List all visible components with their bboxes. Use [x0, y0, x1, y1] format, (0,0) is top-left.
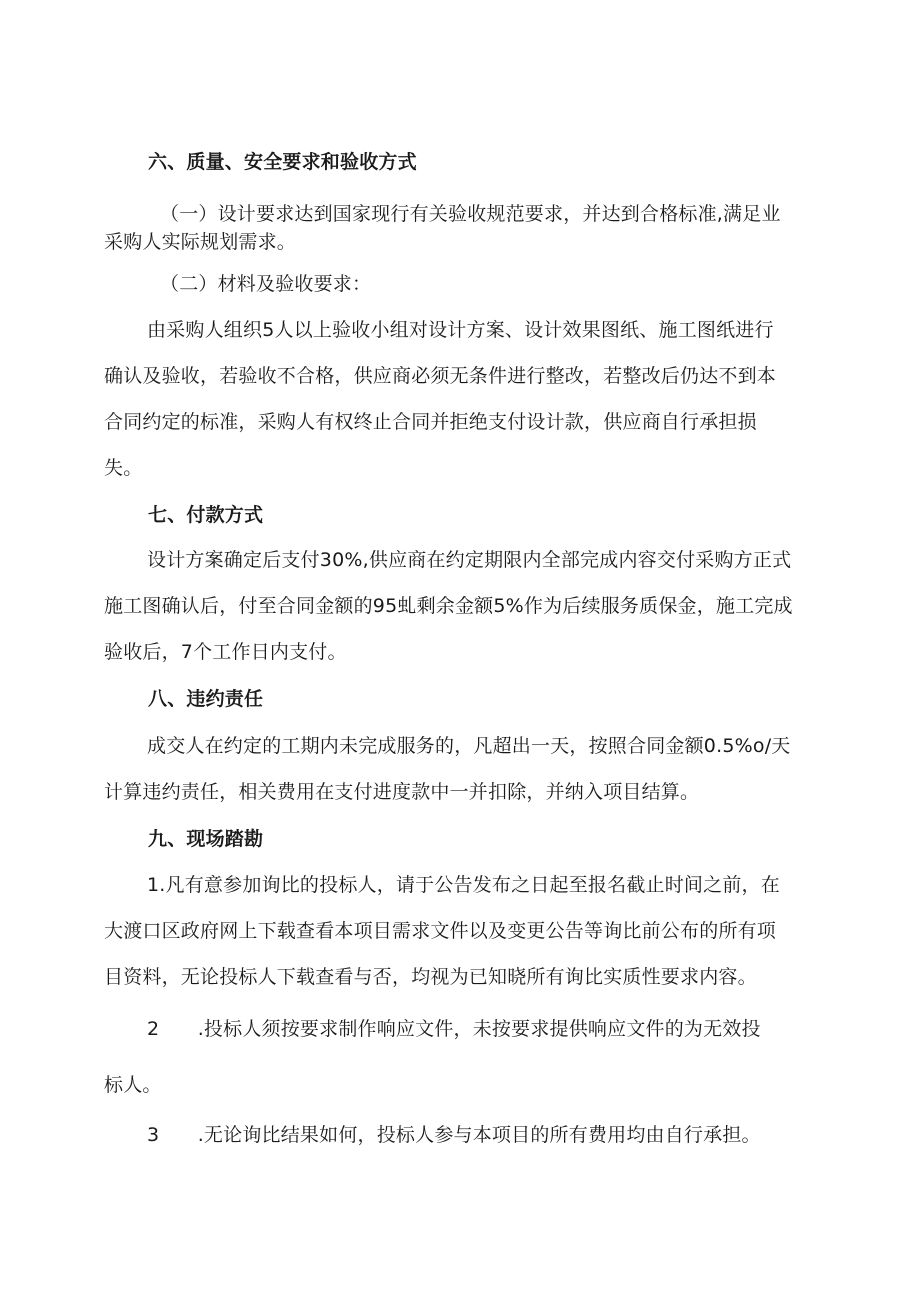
paragraph-line: 计算违约责任，相关费用在支付进度款中一并扣除，并纳入项目结算。 — [104, 781, 700, 803]
paragraph-line: 3 .无论询比结果如何，投标人参与本项目的所有费用均由自行承担。 — [147, 1124, 761, 1146]
paragraph-line: 失。 — [104, 457, 143, 479]
section-heading-liability: 八、违约责任 — [148, 688, 264, 710]
paragraph-line: （二）材料及验收要求： — [160, 273, 372, 295]
paragraph-line: 成交人在约定的工期内未完成服务的，凡超出一天，按照合同金额0.5%o/天 — [147, 735, 791, 757]
paragraph-line: 由采购人组织5人以上验收小组对设计方案、设计效果图纸、施工图纸进行 — [147, 319, 774, 341]
section-heading-site-visit: 九、现场踏勘 — [148, 828, 264, 850]
paragraph-line: 标人。 — [104, 1074, 162, 1096]
paragraph-line: 采购人实际规划需求。 — [104, 231, 297, 253]
section-heading-payment: 七、付款方式 — [148, 504, 264, 526]
paragraph-line: 确认及验收，若验收不合格，供应商必须无条件进行整改，若整改后仍达不到本 — [104, 365, 777, 387]
paragraph-line: 2 .投标人须按要求制作响应文件，未按要求提供响应文件的为无效投 — [147, 1018, 761, 1040]
section-heading-quality: 六、质量、安全要求和验收方式 — [148, 151, 417, 173]
paragraph-line: 1.凡有意参加询比的投标人，请于公告发布之日起至报名截止时间之前，在 — [147, 874, 780, 896]
paragraph-line: 设计方案确定后支付30%,供应商在约定期限内全部完成内容交付采购方正式 — [147, 549, 792, 571]
paragraph-line: 目资料，无论投标人下载查看与否，均视为已知晓所有询比实质性要求内容。 — [104, 966, 757, 988]
paragraph-line: 施工图确认后，付至合同金额的95虬剩余金额5%作为后续服务质保金，施工完成 — [104, 595, 793, 617]
paragraph-line: （一）设计要求达到国家现行有关验收规范要求，并达到合格标准,满足业 — [160, 203, 781, 225]
paragraph-line: 合同约定的标准，采购人有权终止合同并拒绝支付设计款，供应商自行承担损 — [104, 411, 757, 433]
paragraph-line: 验收后，7个工作日内支付。 — [104, 641, 347, 663]
paragraph-line: 大渡口区政府网上下载查看本项目需求文件以及变更公告等询比前公布的所有项 — [104, 920, 777, 942]
